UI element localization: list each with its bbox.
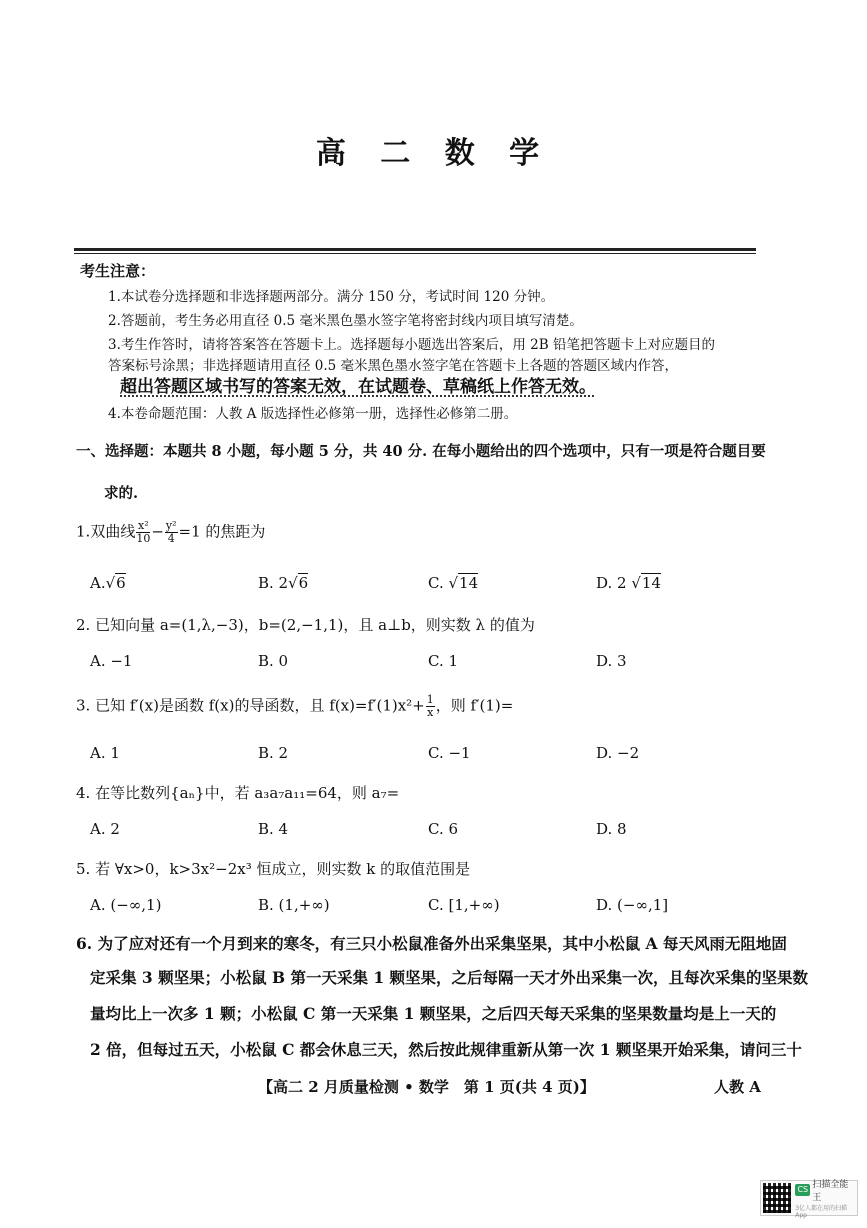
notice-item-emphasis: 超出答题区域书写的答案无效，在试题卷、草稿纸上作答无效。 xyxy=(120,377,596,397)
option-a: A.√6 xyxy=(90,574,126,592)
scanner-watermark xyxy=(760,1180,858,1219)
option-a: A. 1 xyxy=(90,744,120,762)
option-c: C. 6 xyxy=(428,820,459,838)
notice-item: 2.答题前，考生务必用直径 0.5 毫米黑色墨水签字笔将密封线内项目填写清楚。 xyxy=(108,313,583,329)
edition-label: 人教 A xyxy=(714,1078,761,1096)
radicand: 14 xyxy=(459,574,479,592)
top-rule xyxy=(74,248,756,251)
watermark-tagline: 3亿人都在用的扫描App xyxy=(795,1205,848,1219)
option-a: A. −1 xyxy=(90,652,133,670)
radicand: 6 xyxy=(116,574,126,592)
section-heading: 一、选择题：本题共 8 小题，每小题 5 分，共 40 分. 在每小题给出的四个选项中，只有一项是符合题目要 xyxy=(76,443,766,460)
notice-item: 1.本试卷分选择题和非选择题两部分。满分 150 分，考试时间 120 分钟。 xyxy=(108,289,555,305)
notice-item: 答案标号涂黑；非选择题请用直径 0.5 毫米黑色墨水签字笔在答题卡上各题的答题区域内作答， xyxy=(108,358,679,374)
question-6-line: 2 倍，但每过五天，小松鼠 C 都会休息三天，然后按此规律重新从第一次 1 颗坚果开始采集，请问三十 xyxy=(90,1040,802,1059)
top-rule-thin xyxy=(74,253,756,254)
qr-code-icon xyxy=(763,1183,791,1213)
question-5: 5. 若 ∀x>0，k>3x²−2x³ 恒成立，则实数 k 的取值范围是 xyxy=(76,860,471,878)
question-4: 4. 在等比数列{aₙ}中，若 a₃a₇a₁₁=64，则 a₇= xyxy=(76,784,400,802)
fraction-numerator: x² xyxy=(138,519,149,532)
option-b: B. 0 xyxy=(258,652,289,670)
question-1 xyxy=(76,520,265,545)
option-b: B. 2√6 xyxy=(258,574,309,592)
fraction xyxy=(136,520,150,545)
option-b: B. (1,+∞) xyxy=(258,896,330,914)
question-text: 3. 已知 f′(x)是函数 f(x)的导函数，且 f(x)=f′(1)x²+ xyxy=(76,696,425,715)
fraction-numerator: 1 xyxy=(426,693,434,706)
fraction-denominator: 4 xyxy=(167,532,175,545)
question-3 xyxy=(76,694,513,719)
option-b: B. 2 xyxy=(258,744,289,762)
option-d: D. (−∞,1] xyxy=(596,896,669,914)
question-text: ，则 f′(1)= xyxy=(435,696,514,715)
option-d: D. −2 xyxy=(596,744,640,762)
option-c: C. 1 xyxy=(428,652,459,670)
option-label: D. 2 xyxy=(596,574,627,592)
option-c: C. √14 xyxy=(428,574,479,592)
cs-logo-icon: CS xyxy=(795,1184,810,1196)
fraction-numerator: y² xyxy=(165,519,177,532)
question-6-line: 定采集 3 颗坚果；小松鼠 B 第一天采集 1 颗坚果，之后每隔一天才外出采集一次，且每次采集的坚果数 xyxy=(90,968,809,987)
fraction-denominator: x xyxy=(427,706,434,719)
question-2: 2. 已知向量 a=(1,λ,−3)，b=(2,−1,1)，且 a⊥b，则实数 λ 的值为 xyxy=(76,616,535,634)
radicand: 6 xyxy=(298,574,309,592)
question-text: =1 的焦距为 xyxy=(178,522,266,541)
notice-item: 4.本卷命题范围：人教 A 版选择性必修第一册，选择性必修第二册。 xyxy=(108,406,518,422)
option-d: D. 2 √14 xyxy=(596,574,661,592)
option-d: D. 8 xyxy=(596,820,627,838)
option-label: C. xyxy=(428,574,444,592)
page-title: 高 二 数 学 xyxy=(315,136,552,171)
fraction xyxy=(426,694,435,719)
option-a: A. 2 xyxy=(90,820,120,838)
watermark-app-name: 扫描全能王 xyxy=(812,1180,849,1203)
option-label: A. xyxy=(90,574,106,592)
fraction-denominator: 10 xyxy=(136,532,151,545)
radicand: 14 xyxy=(641,574,661,592)
option-c: C. [1,+∞) xyxy=(428,896,500,914)
option-d: D. 3 xyxy=(596,652,627,670)
operator: − xyxy=(151,522,164,541)
question-6-line: 量均比上一次多 1 颗；小松鼠 C 第一天采集 1 颗坚果，之后四天每天采集的坚果数量均是上一天的 xyxy=(90,1004,777,1023)
fraction xyxy=(165,520,178,545)
notice-heading: 考生注意： xyxy=(80,262,156,280)
question-number: 1. xyxy=(76,522,91,541)
option-c: C. −1 xyxy=(428,744,471,762)
section-heading-cont: 求的. xyxy=(104,485,139,502)
question-6-line: 6. 为了应对还有一个月到来的寒冬，有三只小松鼠准备外出采集坚果，其中小松鼠 A 每天风雨无阻地固 xyxy=(76,934,787,953)
notice-item: 3.考生作答时，请将答案答在答题卡上。选择题每小题选出答案后，用 2B 铅笔把答题卡上对应题目的 xyxy=(108,337,715,353)
watermark-text xyxy=(795,1177,855,1219)
option-label: B. 2 xyxy=(258,574,289,592)
page-footer: 【高二 2 月质量检测 • 数学 第 1 页(共 4 页)】 xyxy=(258,1078,595,1096)
option-a: A. (−∞,1) xyxy=(90,896,162,914)
question-text: 双曲线 xyxy=(90,522,136,541)
option-b: B. 4 xyxy=(258,820,289,838)
